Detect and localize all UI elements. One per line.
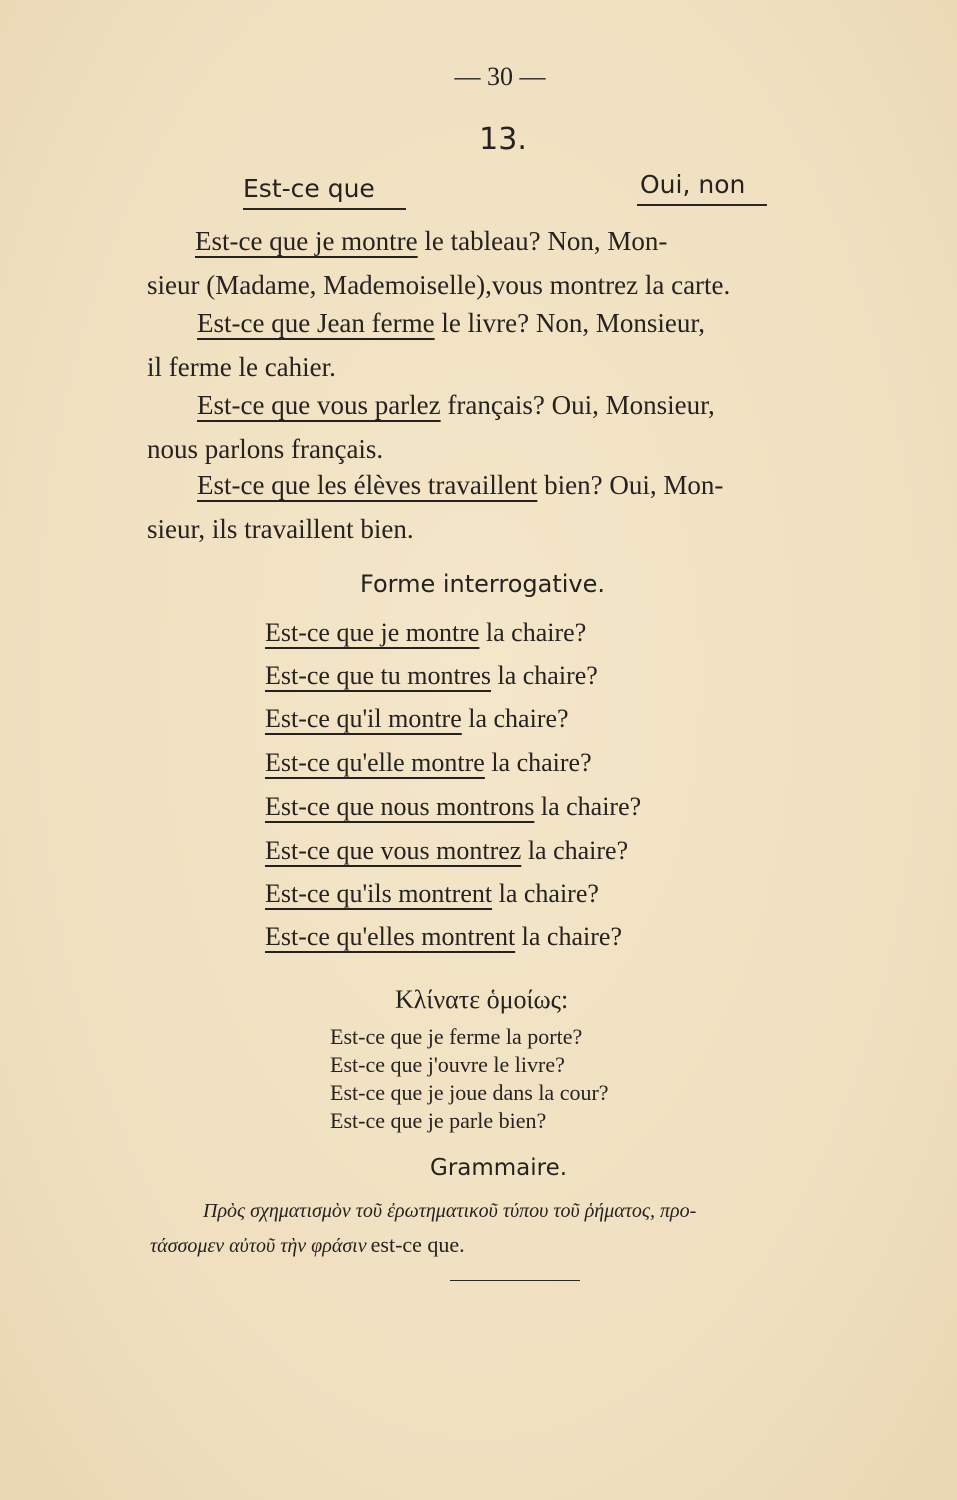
exercise-line-4: Est-ce que je parle bien? — [330, 1108, 547, 1133]
lesson-number: 13. — [479, 122, 527, 157]
example-line-5: Est-ce que vous parlez français? Oui, Monsieur, — [197, 390, 715, 420]
conjugation-row-5: Est-ce que nous montrons la chaire? — [265, 792, 642, 821]
conjugation-row-4: Est-ce qu'elle montre la chaire? — [265, 748, 592, 777]
grammar-title: Grammaire. — [430, 1155, 568, 1181]
conjugation-row-7: Est-ce qu'ils montrent la chaire? — [265, 879, 599, 908]
conjugation-row-6: Est-ce que vous montrez la chaire? — [265, 836, 629, 865]
example-line-1: Est-ce que je montre le tableau? Non, Mon- — [195, 226, 668, 256]
example-line-2: sieur (Madame, Mademoiselle),vous montrez la carte. — [147, 270, 731, 300]
example-underlined: Est-ce que Jean ferme — [197, 308, 435, 338]
grammar-text-line-2: τάσσομεν αὐτοῦ τὴν φράσιν est-ce que. — [150, 1232, 465, 1257]
example-underlined: Est-ce que vous parlez — [197, 390, 441, 420]
conjugation-row-2: Est-ce que tu montres la chaire? — [265, 661, 598, 690]
example-line-3: Est-ce que Jean ferme le livre? Non, Monsieur, — [197, 308, 705, 338]
conjugation-row-3: Est-ce qu'il montre la chaire? — [265, 704, 569, 733]
heading-right-underline — [637, 204, 767, 206]
heading-est-ce-que: Est-ce que — [243, 174, 375, 203]
example-underlined: Est-ce que les élèves travaillent — [197, 470, 538, 500]
example-line-8: sieur, ils travaillent bien. — [147, 514, 414, 544]
interrogative-title: Forme interrogative. — [360, 570, 605, 598]
example-line-6: nous parlons français. — [147, 434, 384, 464]
page-number: — 30 — — [454, 62, 546, 91]
end-divider — [450, 1280, 580, 1281]
exercise-title: Κλίνατε ὁμοίως: — [395, 985, 569, 1014]
exercise-line-2: Est-ce que j'ouvre le livre? — [330, 1052, 565, 1077]
exercise-line-3: Est-ce que je joue dans la cour? — [330, 1080, 609, 1105]
example-underlined: Est-ce que je montre — [195, 226, 418, 256]
example-line-7: Est-ce que les élèves travaillent bien? Oui, Mon- — [197, 470, 724, 500]
heading-oui-non: Oui, non — [640, 170, 746, 199]
example-line-4: il ferme le cahier. — [147, 352, 336, 382]
conjugation-row-8: Est-ce qu'elles montrent la chaire? — [265, 922, 622, 951]
exercise-line-1: Est-ce que je ferme la porte? — [330, 1024, 583, 1049]
conjugation-row-1: Est-ce que je montre la chaire? — [265, 618, 587, 647]
grammar-text-line-1: Πρὸς σχηματισμὸν τοῦ ἐρωτηματικοῦ τύπου τοῦ ῥήματος, προ- — [203, 1200, 697, 1222]
heading-left-underline — [243, 208, 406, 210]
